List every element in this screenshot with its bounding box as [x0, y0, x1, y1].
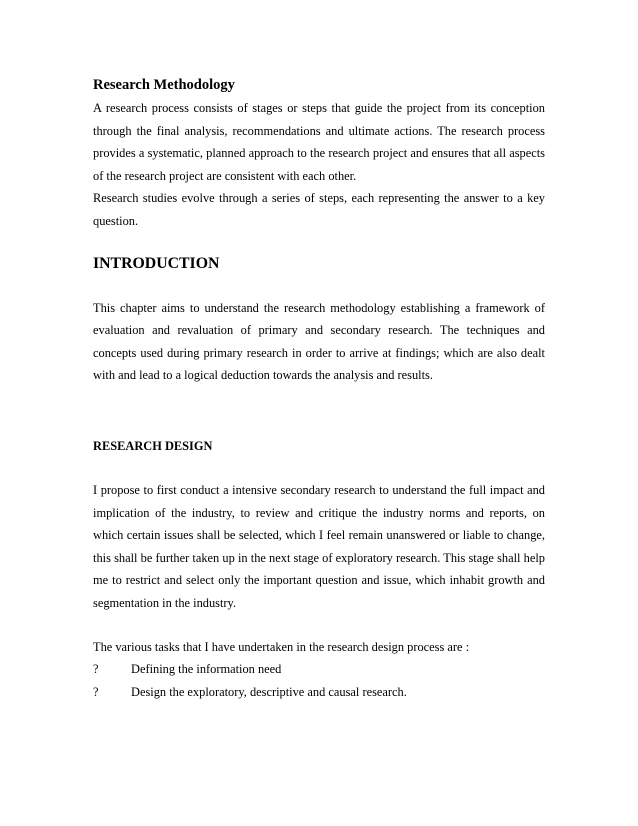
paragraph-research-studies: Research studies evolve through a series of steps, each representing the answer to a key question. — [93, 191, 545, 228]
list-bullet: ? — [93, 662, 99, 677]
paragraph-tasks-intro: The various tasks that I have undertaken in the research design process are : — [93, 639, 470, 654]
heading-research-design: RESEARCH DESIGN — [93, 438, 213, 453]
list-item-text: Defining the information need — [131, 662, 282, 677]
paragraph-introduction: This chapter aims to understand the research methodology establishing a framework of evaluation and revaluation of primary and secondary research. The techniques and concepts used during primary research in order to arrive at findings; which are also dealt with and lead to a logical deduction towards the analysis and results. — [93, 300, 545, 383]
heading-introduction: INTRODUCTION — [93, 254, 220, 272]
document-page — [93, 75, 545, 703]
list-item — [93, 681, 545, 704]
list-item — [93, 658, 545, 681]
list-item-text: Design the exploratory, descriptive and causal research. — [131, 684, 407, 699]
paragraph-research-process: A research process consists of stages or steps that guide the project from its conception through the final analysis, recommendations and ultimate actions. The research process provides a systematic, planned approach to the research project and ensures that all aspects of the research project are consistent with each other. — [93, 101, 545, 183]
list-bullet: ? — [93, 684, 99, 699]
section-title-research-methodology: Research Methodology — [93, 77, 235, 93]
paragraph-research-design: I propose to first conduct a intensive secondary research to understand the full impact and implication of the industry, to review and critique the industry norms and reports, on which certain issues shall be selected, which I feel remain unanswered or liable to change, this shall be further taken up in the next stage of exploratory research. This stage shall help me to restrict and select only the important question and issue, which inhabit growth and segmentation in the industry. — [93, 482, 545, 610]
